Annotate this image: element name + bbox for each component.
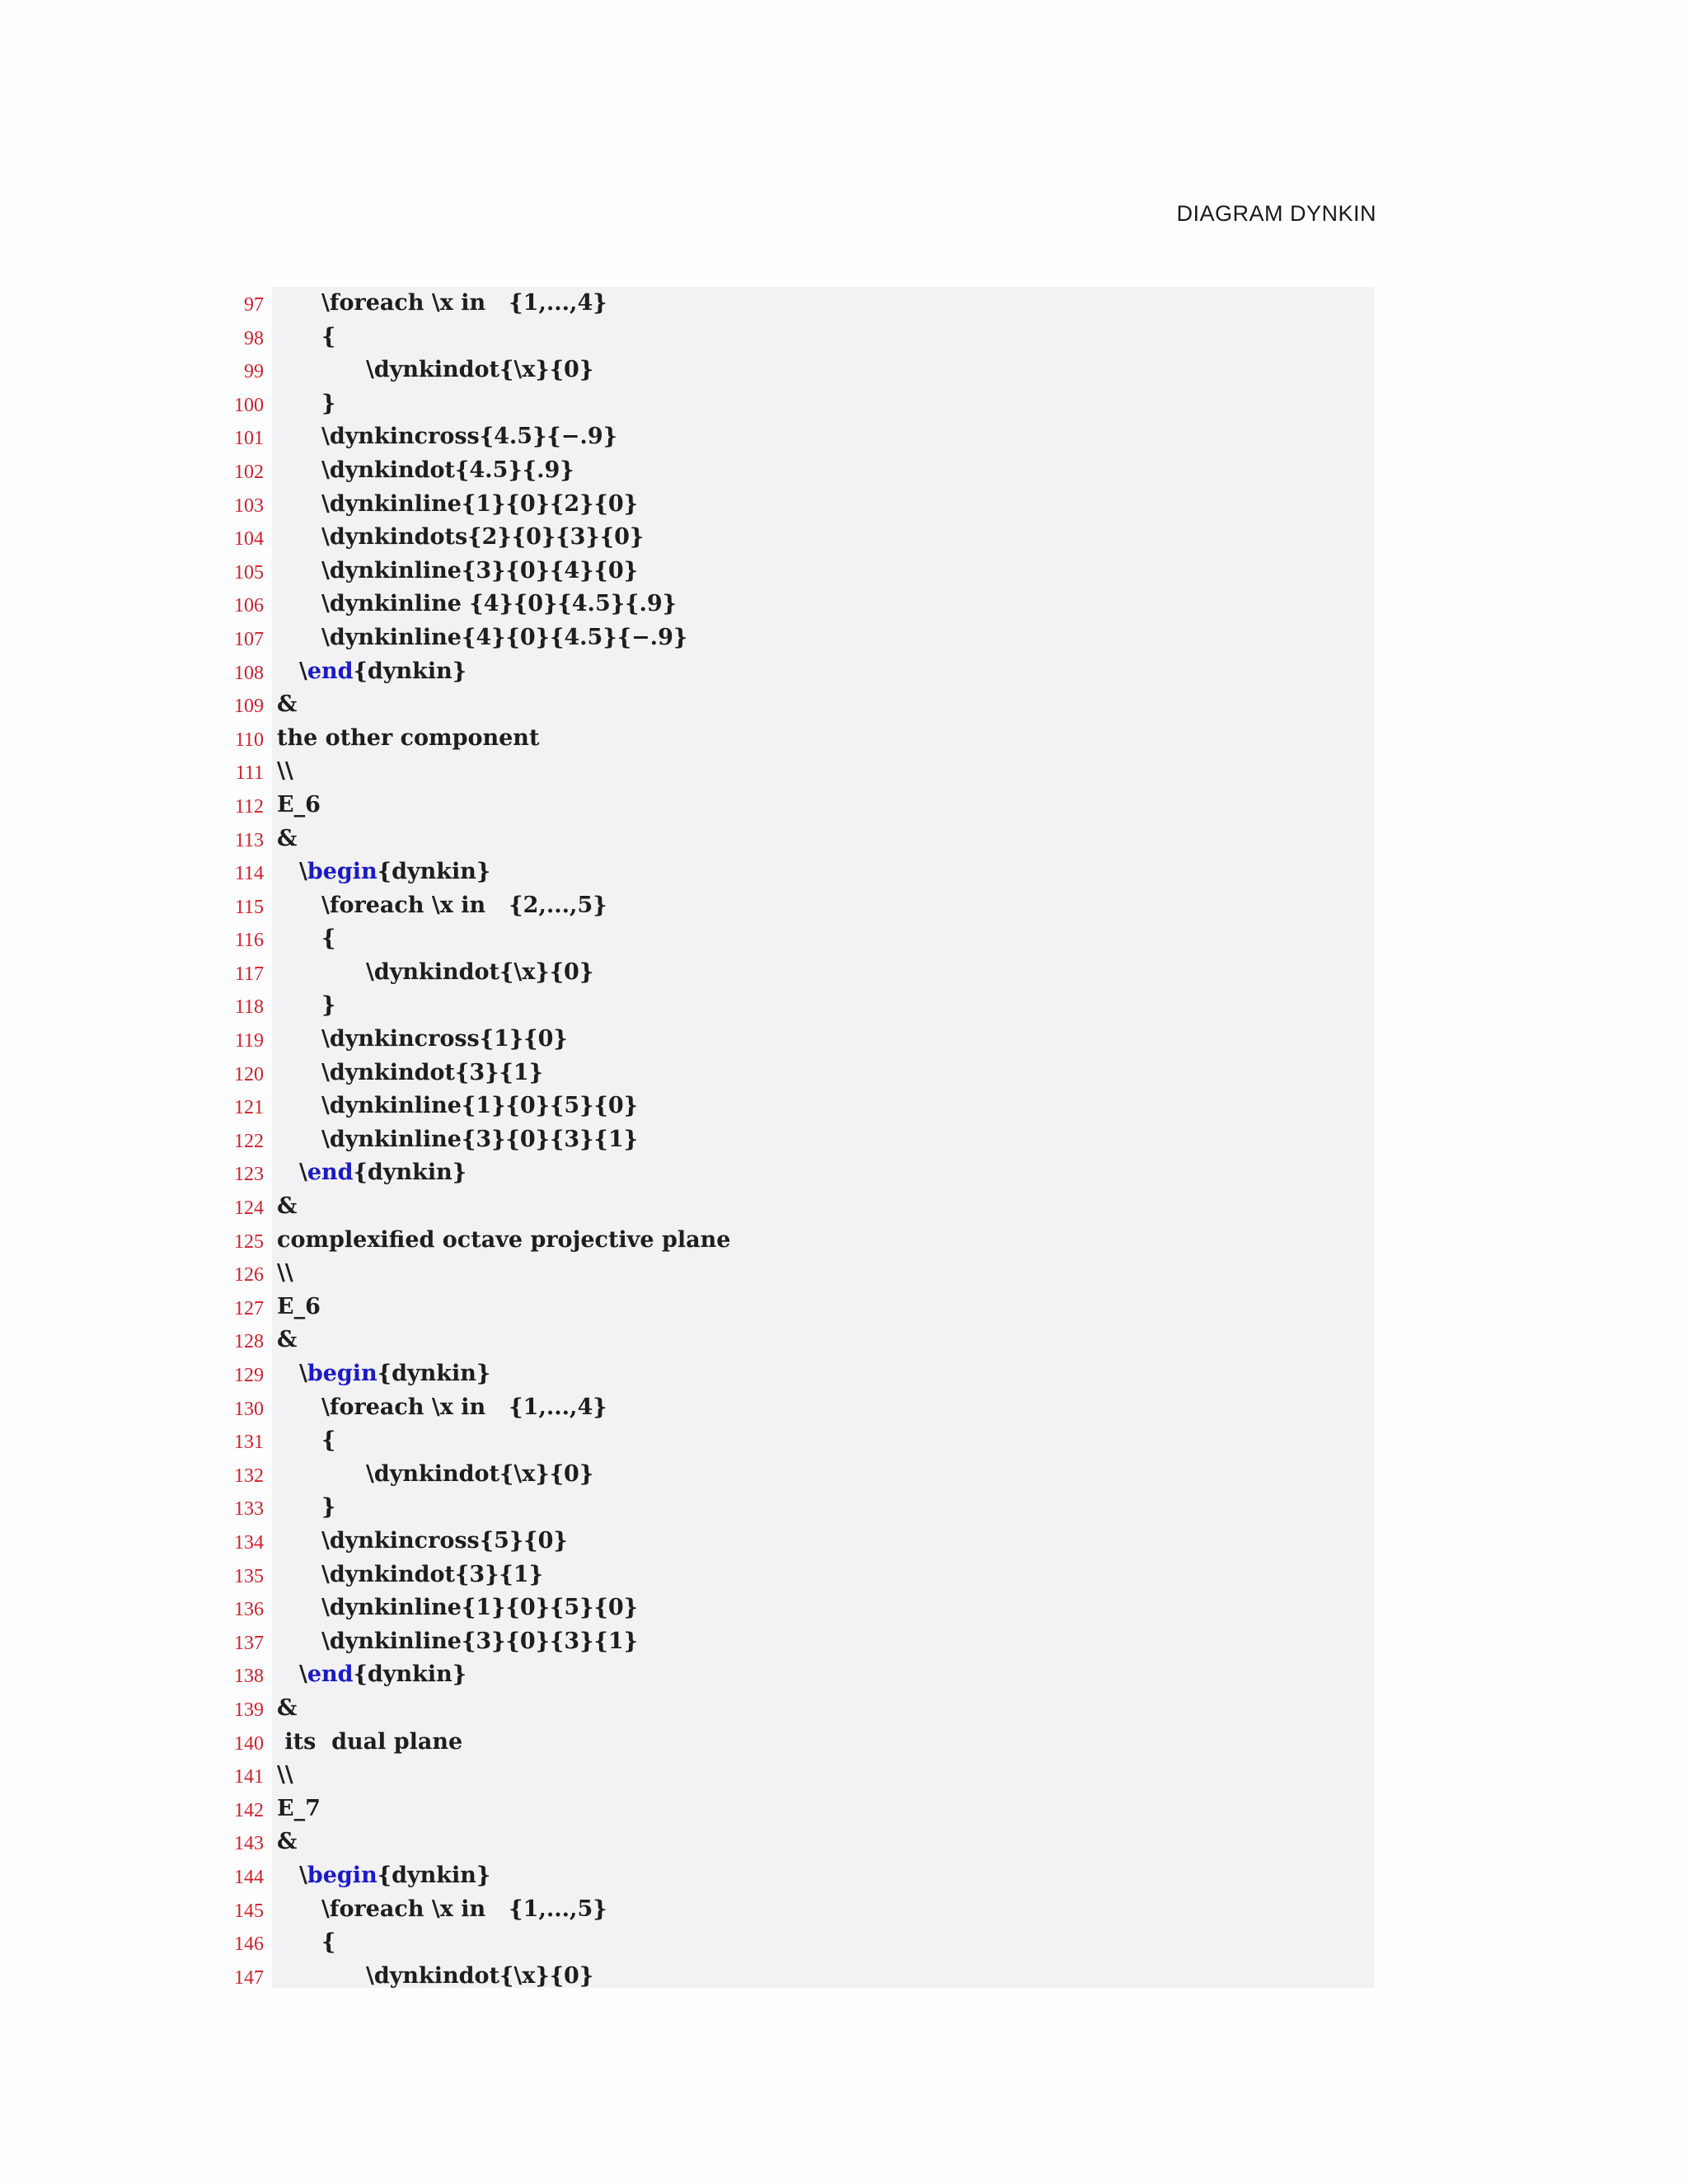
code-text: & [277,1327,298,1353]
line-number: 133 [234,1498,264,1521]
code-text: & [277,1694,298,1721]
line-number: 112 [234,795,264,818]
line-number: 116 [234,930,264,952]
line-number: 97 [244,294,264,316]
code-text [299,1658,467,1692]
code-line [0,1525,1401,1558]
code-listing [0,287,1401,1993]
code-line [0,1458,1401,1492]
code-text: \dynkincross{4.5}{−.9} [321,424,617,450]
code-text: & [277,691,298,718]
code-text: \dynkinline{3}{0}{4}{0} [321,557,639,583]
code-text [299,655,467,689]
code-text: \foreach \x in {1,...,4} [321,1394,607,1420]
line-number: 108 [234,662,264,684]
code-argument: {dynkin} [353,658,467,684]
code-line [0,1023,1401,1057]
code-text: \dynkinline{1}{0}{2}{0} [321,490,639,517]
line-number: 124 [234,1197,264,1220]
code-line [0,1057,1401,1090]
code-line [0,1123,1401,1157]
code-backslash: \ [299,658,307,684]
line-number: 132 [234,1465,264,1487]
line-number: 126 [234,1264,264,1286]
code-line [0,1357,1401,1391]
line-number: 113 [234,829,264,851]
code-text: the other component [277,724,540,751]
code-text: \dynkindot{\x}{0} [366,1460,594,1487]
code-line [0,1224,1401,1258]
code-text: } [321,390,336,416]
code-keyword: end [307,658,354,684]
line-number: 120 [234,1063,264,1085]
line-number: 111 [235,762,264,785]
code-keyword: begin [307,859,377,885]
line-number: 109 [234,696,264,718]
line-number: 121 [234,1097,264,1119]
code-text: } [321,1494,336,1521]
code-line [0,1793,1401,1826]
running-header: DIAGRAM DYNKIN [1176,201,1376,226]
line-number: 123 [234,1164,264,1186]
code-text: \dynkinline{1}{0}{5}{0} [321,1093,639,1119]
line-number: 107 [234,628,264,650]
code-text: complexified octave projective plane [277,1226,731,1253]
code-line [0,755,1401,789]
code-line [0,1960,1401,1994]
line-number: 100 [234,394,264,416]
code-text: \dynkindot{3}{1} [321,1059,544,1085]
code-line [0,287,1401,321]
line-number: 99 [244,361,264,383]
code-text: \dynkindot{4.5}{.9} [321,457,574,483]
code-line [0,1859,1401,1893]
code-line [0,420,1401,454]
code-text: E_7 [277,1795,321,1821]
line-number: 119 [234,1030,264,1052]
code-backslash: \ [299,1160,307,1186]
line-number: 140 [234,1732,264,1755]
code-line [0,1893,1401,1927]
code-text: \foreach \x in {1,...,5} [321,1896,607,1922]
code-text: { [321,1929,336,1956]
code-text: \foreach \x in {1,...,4} [321,290,607,316]
line-number: 102 [234,461,264,483]
line-number: 137 [234,1632,264,1654]
code-line [0,454,1401,488]
code-line [0,722,1401,756]
code-keyword: begin [307,1361,377,1386]
code-line [0,789,1401,823]
code-text: \dynkinline{1}{0}{5}{0} [321,1595,639,1621]
code-text: E_6 [277,1293,321,1319]
code-text: { [321,926,336,952]
code-line [0,1491,1401,1525]
code-text: \\ [277,1260,293,1286]
code-line [0,1090,1401,1123]
line-number: 110 [234,729,264,751]
line-number: 127 [234,1297,264,1319]
code-line [0,1658,1401,1692]
code-line [0,621,1401,655]
code-line [0,1291,1401,1324]
code-text: \dynkindot{\x}{0} [366,1962,594,1989]
code-text: E_6 [277,791,321,818]
code-line [0,1190,1401,1224]
line-number: 122 [234,1130,264,1152]
line-number: 145 [234,1900,264,1922]
code-line [0,555,1401,588]
code-line [0,1926,1401,1960]
code-line [0,321,1401,354]
line-number: 143 [234,1833,264,1855]
code-line [0,1156,1401,1190]
code-backslash: \ [299,1862,307,1888]
code-argument: {dynkin} [377,859,491,885]
code-text: \dynkincross{5}{0} [321,1527,568,1554]
code-line [0,387,1401,421]
code-line [0,1424,1401,1458]
line-number: 104 [234,528,264,551]
code-text: & [277,1193,298,1220]
code-argument: {dynkin} [377,1862,491,1888]
code-line [0,989,1401,1023]
code-text: \dynkinline{4}{0}{4.5}{−.9} [321,624,688,650]
code-text: } [321,992,336,1019]
code-keyword: end [307,1160,354,1186]
line-number: 130 [234,1398,264,1420]
line-number: 135 [234,1565,264,1587]
code-text: { [321,323,336,349]
code-line [0,1692,1401,1726]
code-line [0,655,1401,689]
line-number: 125 [234,1230,264,1253]
code-line [0,922,1401,956]
line-number: 114 [234,863,264,885]
code-line [0,1591,1401,1625]
line-number: 117 [234,963,264,985]
code-line [0,855,1401,889]
line-number: 106 [234,595,264,617]
code-text: \dynkinline {4}{0}{4.5}{.9} [321,591,678,617]
code-text [299,1357,490,1391]
code-text: & [277,825,298,851]
line-number: 134 [234,1531,264,1554]
code-text: \dynkindot{\x}{0} [366,958,594,985]
code-line [0,1625,1401,1659]
line-number: 138 [234,1666,264,1688]
line-number: 115 [234,896,264,918]
code-text: \dynkincross{1}{0} [321,1026,568,1052]
line-number: 129 [234,1365,264,1386]
line-number: 136 [234,1599,264,1621]
code-line [0,488,1401,522]
code-text: \foreach \x in {2,...,5} [321,892,607,918]
code-backslash: \ [299,1361,307,1386]
code-keyword: end [307,1661,354,1688]
code-line [0,1324,1401,1357]
code-text: \dynkindot{\x}{0} [366,357,594,383]
code-line [0,823,1401,856]
code-text: & [277,1829,298,1855]
code-line [0,956,1401,990]
code-line [0,889,1401,923]
line-number: 118 [234,996,264,1019]
code-text: its dual plane [277,1728,463,1755]
code-text: \\ [277,1762,293,1788]
code-text: \dynkinline{3}{0}{3}{1} [321,1628,639,1654]
line-number: 142 [234,1799,264,1821]
code-text: \dynkindot{3}{1} [321,1561,544,1587]
code-line [0,1391,1401,1425]
line-number: 139 [234,1699,264,1721]
code-argument: {dynkin} [377,1361,491,1386]
code-text [299,855,490,889]
code-line [0,521,1401,555]
line-number: 146 [234,1933,264,1956]
line-number: 147 [234,1966,264,1989]
line-number: 105 [234,561,264,583]
code-argument: {dynkin} [353,1160,467,1186]
code-line [0,1726,1401,1760]
code-backslash: \ [299,1661,307,1688]
code-argument: {dynkin} [353,1661,467,1688]
line-number: 144 [234,1866,264,1888]
code-text: \\ [277,758,293,785]
line-number: 141 [234,1766,264,1788]
code-line [0,588,1401,621]
code-keyword: begin [307,1862,377,1888]
code-line [0,688,1401,722]
code-text: \dynkinline{3}{0}{3}{1} [321,1126,639,1152]
code-line [0,1558,1401,1592]
line-number: 101 [234,428,264,450]
code-line [0,1257,1401,1291]
line-number: 131 [234,1432,264,1454]
line-number: 128 [234,1331,264,1353]
code-text [299,1859,490,1893]
line-number: 98 [244,327,264,349]
code-text [299,1156,467,1190]
code-line [0,1759,1401,1793]
line-number: 103 [234,494,264,517]
code-text: { [321,1427,336,1454]
code-line [0,1825,1401,1859]
code-line [0,354,1401,387]
code-text: \dynkindots{2}{0}{3}{0} [321,524,645,551]
code-backslash: \ [299,859,307,885]
